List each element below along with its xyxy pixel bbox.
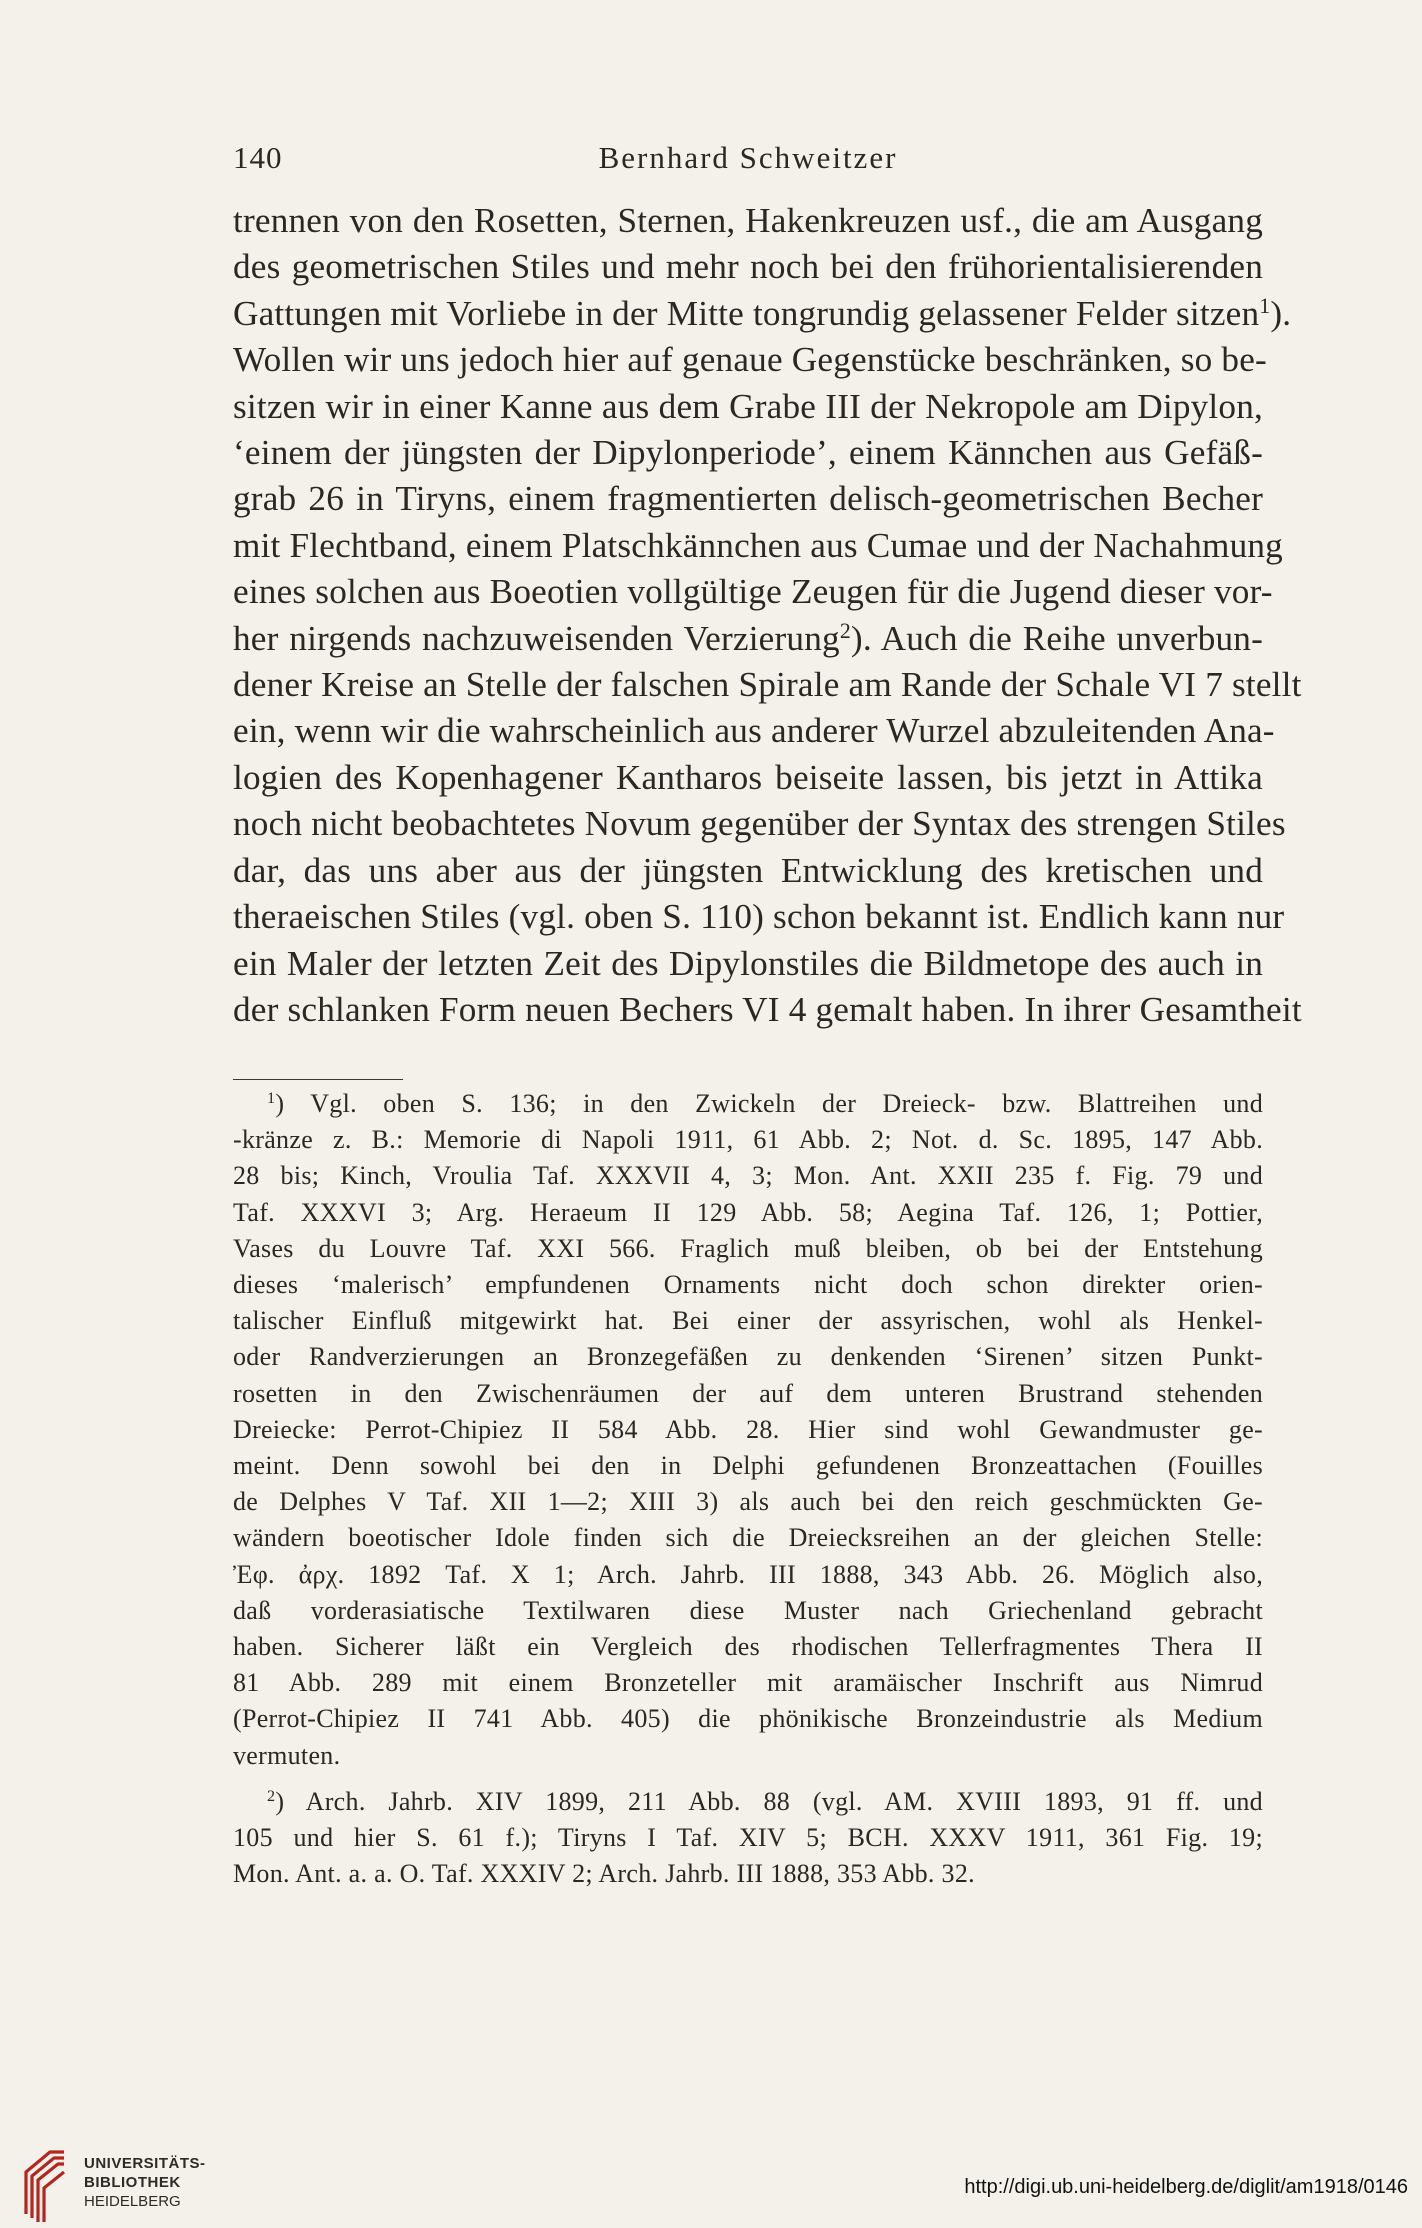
footnote-line: Vases du Louvre Taf. XXI 566. Fraglich muß bleiben, ob bei der Entstehung xyxy=(233,1233,1263,1263)
footnote-line: de Delphes V Taf. XII 1—2; XIII 3) als auch bei den reich geschmückten Ge- xyxy=(233,1487,1263,1517)
footnote-line: Mon. Ant. a. a. O. Taf. XXXIV 2; Arch. Jahrb. III 1888, 353 Abb. 32. xyxy=(233,1859,975,1889)
footnote-line: (Perrot-Chipiez II 741 Abb. 405) die phönikische Bronzeindustrie als Medium xyxy=(233,1704,1263,1734)
text-line: ‘einem der jüngsten der Dipylonperiode’, einem Kännchen aus Gefäß- xyxy=(233,433,1263,473)
footnote-line: vermuten. xyxy=(233,1740,341,1770)
text-line: trennen von den Rosetten, Sternen, Hakenkreuzen usf., die am Ausgang xyxy=(233,201,1263,240)
text-line: ein, wenn wir die wahrscheinlich aus anderer Wurzel abzuleitenden Ana- xyxy=(233,711,1275,751)
text-line: des geometrischen Stiles und mehr noch bei den frühorientalisierenden xyxy=(233,247,1263,287)
footnote-line: rosetten in den Zwischenräumen der auf dem unteren Brustrand stehenden xyxy=(233,1378,1263,1408)
footnote-line: talischer Einfluß mitgewirkt hat. Bei einer der assyrischen, wohl als Henkel- xyxy=(233,1306,1263,1336)
text-line: dar, das uns aber aus der jüngsten Entwicklung des kretischen und xyxy=(233,850,1263,890)
text-line: der schlanken Form neuen Bechers VI 4 gemalt haben. In ihrer Gesamtheit xyxy=(233,989,1302,1029)
footnote-line: 105 und hier S. 61 f.); Tiryns I Taf. XIV 5; BCH. XXXV 1911, 361 Fig. 19; xyxy=(233,1823,1263,1853)
footnote-line: $^1$) Vgl. oben S. 136; in den Zwickeln der Dreieck- bzw. Blattreihen und xyxy=(267,1089,1263,1118)
text-line: theraeischen Stiles (vgl. oben S. 110) schon bekannt ist. Endlich kann nur xyxy=(233,897,1285,937)
digitization-footer xyxy=(0,2140,1422,2228)
text-line: grab 26 in Tiryns, einem fragmentierten delisch-geometrischen Becher xyxy=(233,479,1263,519)
footnote-2 xyxy=(233,1784,1263,1893)
library-logo-icon xyxy=(20,2144,70,2224)
footnote-1 xyxy=(233,1086,1263,1774)
footnote-line: daß vorderasiatische Textilwaren diese Muster nach Griechenland gebracht xyxy=(233,1595,1263,1625)
text-line: noch nicht beobachtetes Novum gegenüber der Syntax des strengen Stiles xyxy=(233,804,1286,844)
library-name-line1: UNIVERSITÄTS- xyxy=(84,2155,206,2172)
footnote-line: oder Randverzierungen an Bronzegefäßen zu denkenden ‘Sirenen’ sitzen Punkt- xyxy=(233,1342,1263,1372)
running-header xyxy=(233,140,1263,180)
text-line: sitzen wir in einer Kanne aus dem Grabe III der Nekropole am Dipylon, xyxy=(233,386,1263,426)
footnote-line: meint. Denn sowohl bei den in Delphi gefundenen Bronzeattachen (Fouilles xyxy=(233,1451,1263,1481)
footnote-separator xyxy=(233,1079,403,1080)
footnote-line: 81 Abb. 289 mit einem Bronzeteller mit aramäischer Inschrift aus Nimrud xyxy=(233,1668,1263,1698)
library-name-line3: HEIDELBERG xyxy=(84,2193,181,2210)
text-line: ein Maler der letzten Zeit des Dipylonstiles die Bildmetope des auch in xyxy=(233,943,1263,983)
text-line: Wollen wir uns jedoch hier auf genaue Gegenstücke beschränken, so be- xyxy=(233,340,1267,380)
footnote-line: Ἐφ. ἀρχ. 1892 Taf. X 1; Arch. Jahrb. III 1888, 343 Abb. 26. Möglich also, xyxy=(233,1559,1263,1589)
text-line: dener Kreise an Stelle der falschen Spirale am Rande der Schale VI 7 stellt xyxy=(233,665,1302,705)
text-line: her nirgends nachzuweisenden Verzierung$^2$). Auch die Reihe unverbun- xyxy=(233,618,1263,658)
running-title-author: Bernhard Schweitzer xyxy=(598,140,898,175)
footnote-line: wändern boeotischer Idole finden sich die Dreiecksreihen an der gleichen Stelle: xyxy=(233,1523,1263,1553)
footnote-line: dieses ‘malerisch’ empfundenen Ornaments nicht doch schon direkter orien- xyxy=(233,1270,1263,1300)
footnote-line: $^2$) Arch. Jahrb. XIV 1899, 211 Abb. 88 (vgl. AM. XVIII 1893, 91 ff. und xyxy=(267,1786,1263,1816)
text-line: logien des Kopenhagener Kantharos beiseite lassen, bis jetzt in Attika xyxy=(233,757,1263,797)
text-line: mit Flechtband, einem Platschkännchen aus Cumae und der Nachahmung xyxy=(233,525,1283,565)
text-line: eines solchen aus Boeotien vollgültige Zeugen für die Jugend dieser vor- xyxy=(233,572,1273,612)
text-line: Gattungen mit Vorliebe in der Mitte tongrundig gelassener Felder sitzen$^1$). xyxy=(233,293,1292,333)
footnote-line: Dreiecke: Perrot-Chipiez II 584 Abb. 28. Hier sind wohl Gewandmuster ge- xyxy=(233,1414,1263,1444)
library-name xyxy=(84,2154,206,2211)
permalink-url[interactable]: http://digi.ub.uni-heidelberg.de/diglit/am1918/0146 xyxy=(964,2176,1408,2198)
footnotes xyxy=(233,1086,1263,1892)
page-number: 140 xyxy=(233,140,283,175)
library-name-line2: BIBLIOTHEK xyxy=(84,2174,181,2191)
footnote-line: -kränze z. B.: Memorie di Napoli 1911, 61 Abb. 2; Not. d. Sc. 1895, 147 Abb. xyxy=(233,1125,1263,1155)
footnote-line: 28 bis; Kinch, Vroulia Taf. XXXVII 4, 3; Mon. Ant. XXII 235 f. Fig. 79 und xyxy=(233,1161,1263,1191)
footnote-line: Taf. XXXVI 3; Arg. Heraeum II 129 Abb. 58; Aegina Taf. 126, 1; Pottier, xyxy=(233,1197,1263,1227)
body-text xyxy=(233,198,1302,1033)
footnote-line: haben. Sicherer läßt ein Vergleich des rhodischen Tellerfragmentes Thera II xyxy=(233,1632,1263,1662)
